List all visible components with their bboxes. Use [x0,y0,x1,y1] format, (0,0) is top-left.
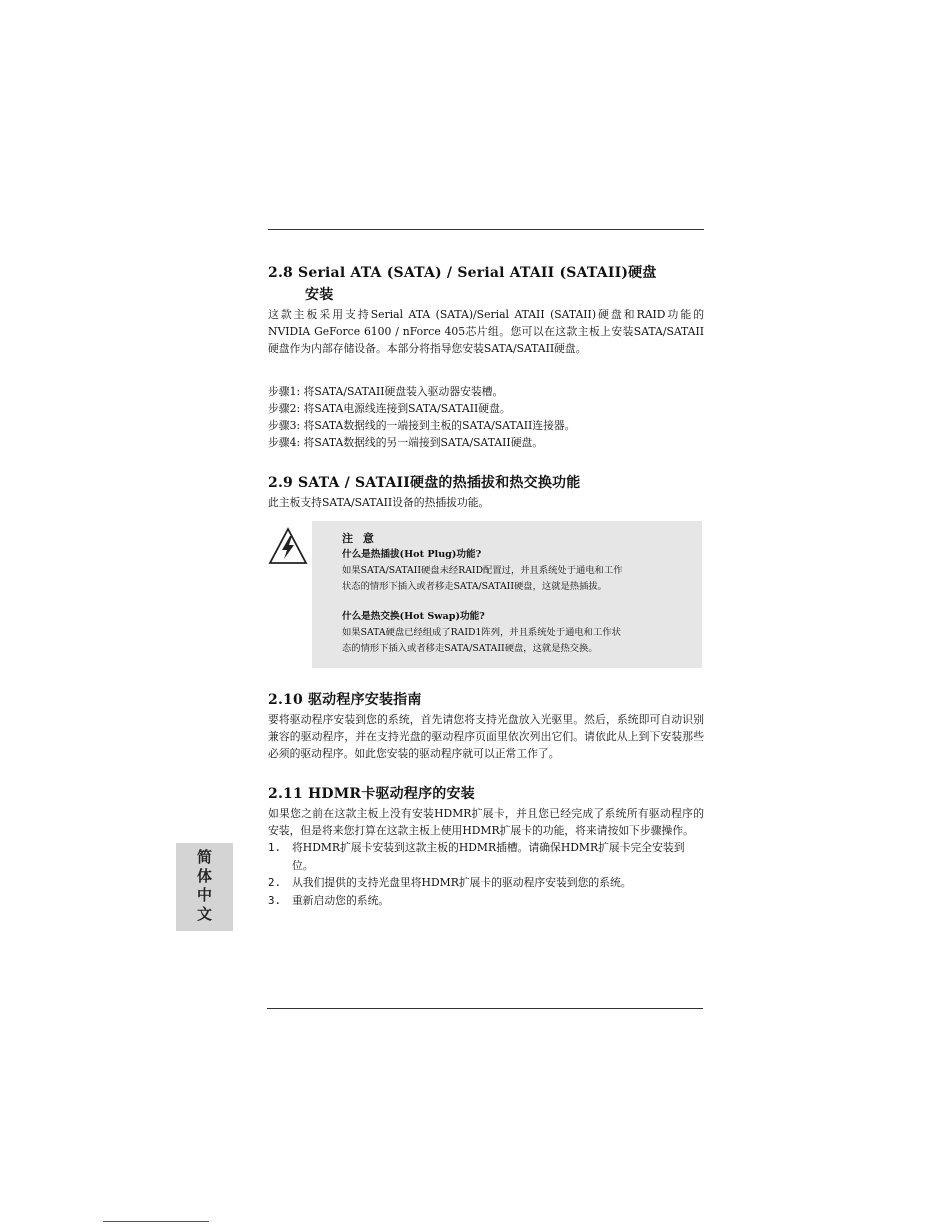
step-3: 步骤3: 将SATA数据线的一端接到主板的SATA/SATAII连接器。 [268,419,576,432]
list-item-number: 1. [268,841,282,854]
step-1: 步骤1: 将SATA/SATAII硬盘装入驱动器安装槽。 [268,385,504,398]
section-2-11-paragraph: 如果您之前在这款主板上没有安装HDMR扩展卡，并且您已经完成了系统所有驱动程序的安装，但是将来您打算在这款主板上使用HDMR扩展卡的功能，将来请按如下步骤操作。 [268,807,704,837]
note-question-hot-swap: 什么是热交换(Hot Swap)功能? [342,611,485,622]
page-content [268,262,704,909]
list-item-text: 重新启动您的系统。 [292,893,390,907]
list-item-number: 2. [268,876,282,889]
step-2: 步骤2: 将SATA电源线连接到SATA/SATAII硬盘。 [268,402,511,415]
section-2-10-heading: 2.10 驱动程序安装指南 [268,692,422,708]
section-2-10-paragraph: 要将驱动程序安装到您的系统，首先请您将支持光盘放入光驱里。然后，系统即可自动识别兼容的驱动程序，并在支持光盘的驱动程序页面里依次列出它们。请依此从上到下安装那些必须的驱动程序。如此您安装的驱动程序就可以正常工作了。 [268,713,704,760]
list-item [268,839,704,874]
list-item-number: 3. [268,893,282,907]
section-2-8-heading-cont: 安装 [305,287,334,303]
list-item-text: 将HDMR扩展卡安装到这款主板的HDMR插槽。请确保HDMR扩展卡完全安装到位。 [292,841,685,872]
note-answer-hot-plug-2: 状态的情形下插入或者移走SATA/SATAII硬盘，这就是热插拔。 [342,581,607,592]
section-2-8-paragraph: 这款主板采用支持Serial ATA (SATA)/Serial ATAII (SATAII)硬盘和RAID功能的NVIDIA GeForce 6100 / nForce 405芯片组。您可以在这款主板上安装SATA/SATAII硬盘作为内部存储设备。本部分将指导您安装SATA/SATAII硬盘。 [268,308,704,355]
note-title: 注 意 [342,532,377,545]
language-side-tab [176,843,233,931]
note-answer-hot-swap-1: 如果SATA硬盘已经组成了RAID1阵列，并且系统处于通电和工作状 [342,627,621,638]
warning-lightning-icon [268,527,308,565]
note-question-hot-plug: 什么是热插拔(Hot Plug)功能? [342,549,482,560]
list-item [268,892,704,910]
footer-link-rule [103,1221,209,1222]
note-box [268,521,704,668]
language-side-tab-label: 简体中文 [195,849,213,925]
section-2-11-heading: 2.11 HDMR卡驱动程序的安装 [268,786,475,802]
note-answer-hot-swap-2: 态的情形下插入或者移走SATA/SATAII硬盘，这就是热交换。 [342,643,598,654]
note-answer-hot-plug-1: 如果SATA/SATAII硬盘未经RAID配置过，并且系统处于通电和工作 [342,565,623,576]
footer-rule [267,1008,703,1009]
list-item [268,874,704,892]
section-2-8-heading [268,262,704,284]
list-item-text: 从我们提供的支持光盘里将HDMR扩展卡的驱动程序安装到您的系统。 [292,876,632,889]
section-2-9-heading: 2.9 SATA / SATAII硬盘的热插拔和热交换功能 [268,475,581,491]
step-4: 步骤4: 将SATA数据线的另一端接到SATA/SATAII硬盘。 [268,436,544,449]
header-rule [268,229,704,230]
section-2-8-heading-line1: 2.8 Serial ATA (SATA) / Serial ATAII (SATAII)硬盘 [268,265,657,281]
section-2-9-paragraph: 此主板支持SATA/SATAII设备的热插拔功能。 [268,496,490,509]
note-content [342,531,682,657]
